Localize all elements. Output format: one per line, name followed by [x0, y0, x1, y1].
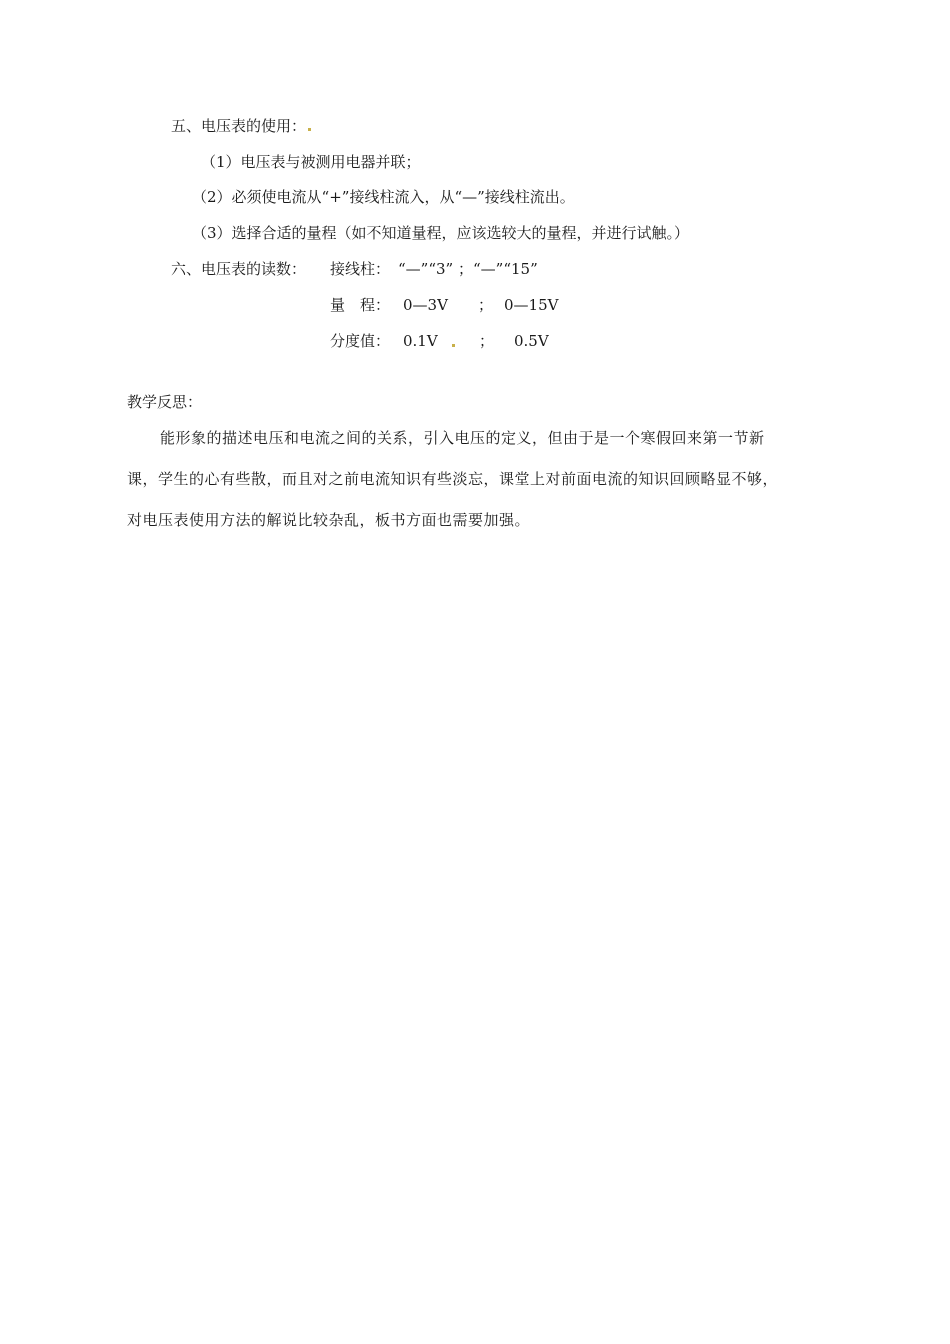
- mark-dot: [308, 128, 311, 131]
- section-6-heading: 六、电压表的读数：: [171, 260, 307, 278]
- terminals-value: “—”“3” ；“—”“15”: [398, 260, 538, 278]
- section-5-item-3: （3）选择合适的量程（如不知道量程，应该选较大的量程，并进行试触。）: [192, 224, 690, 242]
- range-large: 0—15V: [504, 296, 559, 314]
- section-5-item-1: （1）电压表与被测用电器并联；: [201, 153, 421, 171]
- range-label: 量 程：: [330, 296, 391, 314]
- range-small: 0—3V: [403, 296, 448, 314]
- reflection-line-1: 能形象的描述电压和电流之间的关系，引入电压的定义，但由于是一个寒假回来第一节新: [160, 429, 765, 447]
- reflection-heading: 教学反思：: [127, 393, 203, 411]
- division-label: 分度值：: [330, 332, 391, 350]
- range-separator: ；: [478, 296, 494, 314]
- division-large: 0.5V: [514, 332, 549, 350]
- reflection-line-3: 对电压表使用方法的解说比较杂乱，板书方面也需要加强。: [127, 511, 531, 529]
- terminals-label: 接线柱：: [330, 260, 391, 278]
- division-separator: ；: [479, 332, 495, 350]
- section-5-item-2: （2）必须使电流从“+”接线柱流入，从“—”接线柱流出。: [192, 188, 575, 206]
- division-small: 0.1V: [403, 332, 438, 350]
- reflection-line-2: 课，学生的心有些散，而且对之前电流知识有些淡忘，课堂上对前面电流的知识回顾略显不够，: [127, 470, 779, 488]
- section-5-heading: 五、电压表的使用：: [171, 116, 313, 136]
- mark-dot: [452, 344, 455, 347]
